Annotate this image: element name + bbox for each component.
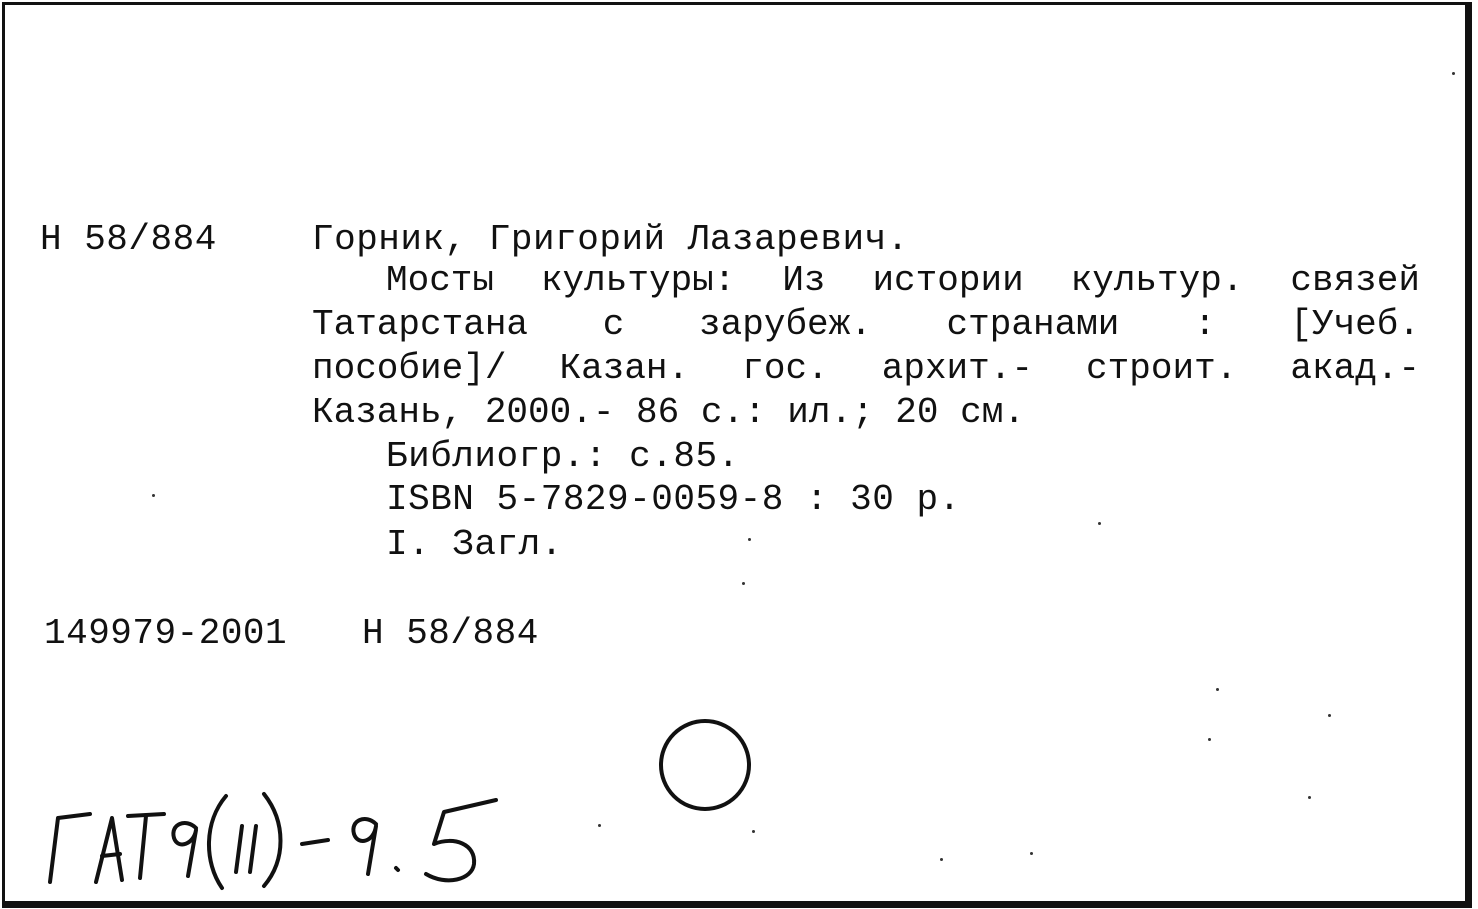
scan-speck — [1216, 688, 1219, 691]
title-description — [312, 259, 1420, 435]
title-line: Казань, 2000.- 86 с.: ил.; 20 см. — [312, 392, 1025, 433]
call-number-top: Н 58/884 — [40, 219, 217, 260]
scan-speck — [742, 582, 745, 585]
scan-speck — [1098, 522, 1101, 525]
title-line: пособие]/ Казан. гос. архит.- строит. акад.- — [312, 348, 1420, 389]
scan-speck — [748, 538, 751, 541]
handwritten-classification-code — [36, 782, 506, 892]
scan-speck — [1308, 796, 1311, 799]
registration-number: 149979-2001 — [44, 613, 288, 654]
scan-speck — [752, 830, 755, 833]
scan-speck — [1030, 852, 1033, 855]
call-number-bottom: Н 58/884 — [362, 613, 539, 654]
scan-speck — [598, 824, 601, 827]
scan-speck — [940, 858, 943, 861]
title-line: Мосты культуры: Из истории культур. связей — [386, 260, 1420, 301]
title-line: Татарстана с зарубеж. странами : [Учеб. — [312, 304, 1420, 345]
scan-speck — [1452, 72, 1455, 75]
bibliography-note: Библиогр.: с.85. — [386, 436, 740, 477]
scan-speck — [1208, 738, 1211, 741]
punch-hole-circle — [659, 719, 751, 811]
author-heading: Горник, Григорий Лазаревич. — [312, 219, 909, 260]
scan-speck — [152, 494, 155, 497]
index-entry: I. Загл. — [386, 524, 563, 565]
isbn-line: ISBN 5-7829-0059-8 : 30 р. — [386, 479, 961, 520]
scan-speck — [1328, 714, 1331, 717]
